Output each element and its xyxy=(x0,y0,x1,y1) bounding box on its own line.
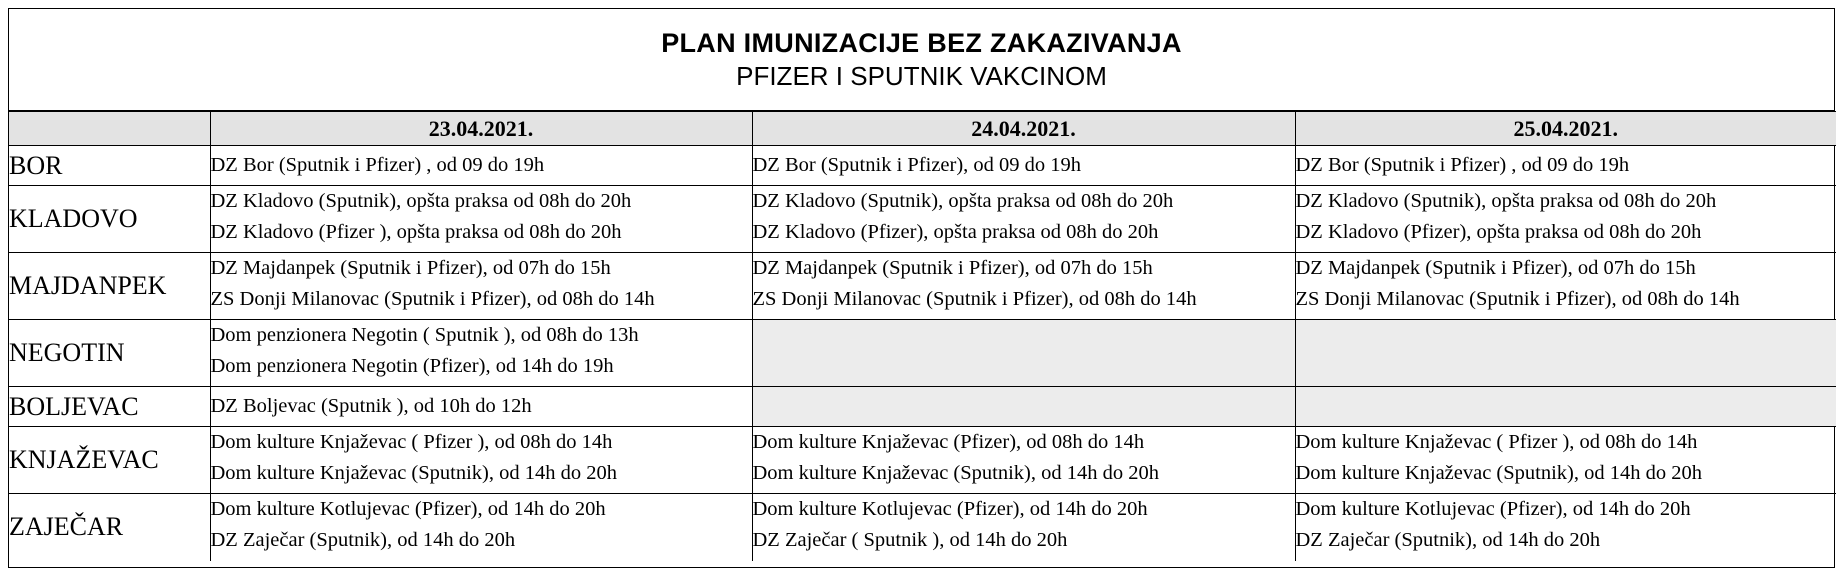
table-row xyxy=(9,427,1836,494)
schedule-entry: DZ Kladovo (Pfizer ), opšta praksa od 08h do 20h xyxy=(210,221,622,243)
schedule-table xyxy=(9,111,1836,561)
empty-schedule-cell xyxy=(1295,320,1836,387)
schedule-entry: DZ Kladovo (Pfizer), opšta praksa od 08h do 20h xyxy=(752,221,1159,243)
schedule-entry: Dom kulture Knjaževac (Sputnik), od 14h do 20h xyxy=(752,462,1160,484)
schedule-entry: Dom kulture Kotlujevac (Pfizer), od 14h do 20h xyxy=(210,498,606,520)
corner-cell xyxy=(9,112,210,146)
schedule-cell xyxy=(210,494,752,561)
schedule-entry: Dom kulture Knjaževac ( Pfizer ), od 08h do 14h xyxy=(1295,431,1698,453)
schedule-entry: DZ Kladovo (Pfizer), opšta praksa od 08h do 20h xyxy=(1295,221,1702,243)
schedule-entry: DZ Zaječar ( Sputnik ), od 14h do 20h xyxy=(752,529,1068,551)
table-row xyxy=(9,494,1836,561)
schedule-entry: Dom penzionera Negotin ( Sputnik ), od 08h do 13h xyxy=(210,324,639,346)
place-name: KNJAŽEVAC xyxy=(9,427,210,494)
page-title: PLAN IMUNIZACIJE BEZ ZAKAZIVANJA xyxy=(661,28,1182,58)
table-row xyxy=(9,186,1836,253)
date-header: 23.04.2021. xyxy=(210,112,752,146)
schedule-entry: DZ Majdanpek (Sputnik i Pfizer), od 07h do 15h xyxy=(752,257,1153,279)
schedule-cell xyxy=(1295,494,1836,561)
schedule-entry: Dom kulture Knjaževac ( Pfizer ), od 08h do 14h xyxy=(210,431,613,453)
schedule-entry: Dom kulture Knjaževac (Pfizer), od 08h do 14h xyxy=(752,431,1145,453)
date-header: 24.04.2021. xyxy=(752,112,1295,146)
schedule-cell xyxy=(752,253,1295,320)
schedule-entry: Dom kulture Kotlujevac (Pfizer), od 14h do 20h xyxy=(752,498,1148,520)
schedule-entry: Dom kulture Knjaževac (Sputnik), od 14h do 20h xyxy=(1295,462,1703,484)
schedule-entry: DZ Boljevac (Sputnik ), od 10h do 12h xyxy=(210,395,532,417)
schedule-entry: DZ Zaječar (Sputnik), od 14h do 20h xyxy=(210,529,516,551)
schedule-cell xyxy=(752,427,1295,494)
schedule-cell xyxy=(1295,427,1836,494)
schedule-cell xyxy=(210,427,752,494)
header xyxy=(9,9,1834,111)
empty-schedule-cell xyxy=(1295,387,1836,427)
date-header: 25.04.2021. xyxy=(1295,112,1836,146)
table-row xyxy=(9,387,1836,427)
schedule-body xyxy=(9,146,1836,561)
place-name: BOR xyxy=(9,146,210,186)
page-subtitle: PFIZER I SPUTNIK VAKCINOM xyxy=(736,61,1107,91)
schedule-entry: DZ Kladovo (Sputnik), opšta praksa od 08h do 20h xyxy=(752,190,1174,212)
place-name: BOLJEVAC xyxy=(9,387,210,427)
schedule-cell xyxy=(1295,253,1836,320)
schedule-cell xyxy=(752,494,1295,561)
schedule-cell xyxy=(210,253,752,320)
schedule-entry: DZ Bor (Sputnik i Pfizer) , od 09 do 19h xyxy=(1295,154,1630,176)
schedule-sheet xyxy=(8,8,1835,568)
place-name: NEGOTIN xyxy=(9,320,210,387)
date-header-row xyxy=(9,112,1836,146)
schedule-entry: ZS Donji Milanovac (Sputnik i Pfizer), od 08h do 14h xyxy=(1295,288,1740,310)
schedule-entry: ZS Donji Milanovac (Sputnik i Pfizer), od 08h do 14h xyxy=(210,288,655,310)
schedule-entry: DZ Majdanpek (Sputnik i Pfizer), od 07h do 15h xyxy=(210,257,611,279)
table-row xyxy=(9,320,1836,387)
empty-schedule-cell xyxy=(752,320,1295,387)
schedule-cell xyxy=(1295,186,1836,253)
schedule-entry: Dom kulture Knjaževac (Sputnik), od 14h do 20h xyxy=(210,462,618,484)
table-row xyxy=(9,146,1836,186)
empty-schedule-cell xyxy=(752,387,1295,427)
schedule-entry: DZ Kladovo (Sputnik), opšta praksa od 08h do 20h xyxy=(1295,190,1717,212)
schedule-entry: DZ Kladovo (Sputnik), opšta praksa od 08h do 20h xyxy=(210,190,632,212)
schedule-entry: DZ Bor (Sputnik i Pfizer), od 09 do 19h xyxy=(752,154,1082,176)
schedule-cell xyxy=(210,387,752,427)
schedule-cell xyxy=(752,186,1295,253)
schedule-cell xyxy=(752,146,1295,186)
schedule-cell xyxy=(210,186,752,253)
place-name: MAJDANPEK xyxy=(9,253,210,320)
schedule-cell xyxy=(210,146,752,186)
schedule-entry: Dom penzionera Negotin (Pfizer), od 14h do 19h xyxy=(210,355,614,377)
table-row xyxy=(9,253,1836,320)
schedule-cell xyxy=(210,320,752,387)
schedule-entry: ZS Donji Milanovac (Sputnik i Pfizer), od 08h do 14h xyxy=(752,288,1197,310)
schedule-entry: DZ Zaječar (Sputnik), od 14h do 20h xyxy=(1295,529,1601,551)
schedule-entry: Dom kulture Kotlujevac (Pfizer), od 14h do 20h xyxy=(1295,498,1691,520)
schedule-cell xyxy=(1295,146,1836,186)
place-name: ZAJEČAR xyxy=(9,494,210,561)
schedule-entry: DZ Bor (Sputnik i Pfizer) , od 09 do 19h xyxy=(210,154,545,176)
schedule-entry: DZ Majdanpek (Sputnik i Pfizer), od 07h do 15h xyxy=(1295,257,1696,279)
place-name: KLADOVO xyxy=(9,186,210,253)
